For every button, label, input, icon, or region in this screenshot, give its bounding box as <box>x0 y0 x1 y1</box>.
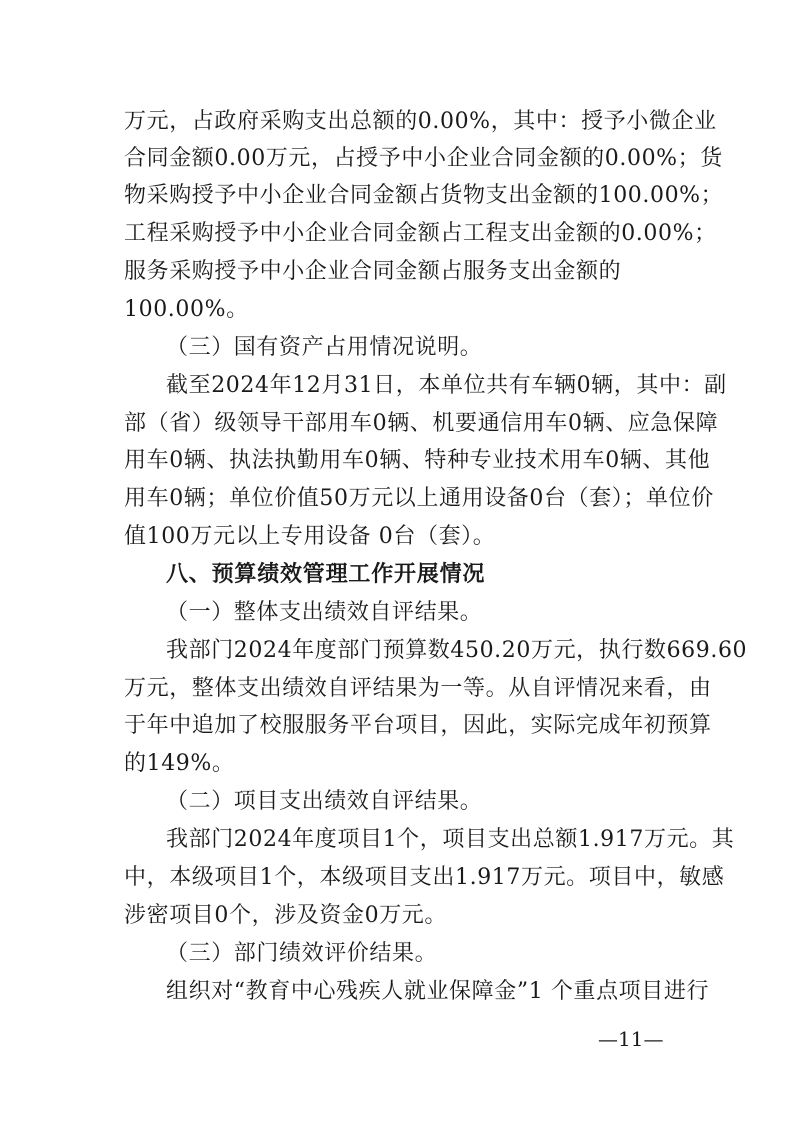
text-line: 服务采购授予中小企业合同金额占服务支出金额的 <box>124 259 622 284</box>
chapter-heading: 八、预算绩效管理工作开展情况 <box>166 562 486 587</box>
section-heading: （一）整体支出绩效自评结果。 <box>166 600 483 625</box>
text-line: 用车0辆、执法执勤用车0辆、特种专业技术用车0辆、其他 <box>124 448 711 473</box>
text-line: 物采购授予中小企业合同金额占货物支出金额的100.00%； <box>124 183 724 208</box>
page-number: —11— <box>598 1027 664 1051</box>
paragraph-start: 组织对“教育中心残疾人就业保障金”1 个重点项目进行 <box>166 979 710 1004</box>
text-line: 值100万元以上专用设备 0台（套）。 <box>124 524 496 549</box>
text-line: 部（省）级领导干部用车0辆、机要通信用车0辆、应急保障 <box>124 411 719 436</box>
text-line: 于年中追加了校服服务平台项目，因此，实际完成年初预算 <box>124 713 712 738</box>
text-line: 涉密项目0个，涉及资金0万元。 <box>124 903 447 928</box>
text-line: 工程采购授予中小企业合同金额占工程支出金额的0.00%； <box>124 221 717 246</box>
paragraph-start: 截至2024年12月31日，本单位共有车辆0辆，其中：副 <box>166 373 727 398</box>
text-line: 中，本级项目1个，本级项目支出1.917万元。项目中，敏感 <box>124 865 725 890</box>
text-line: 万元，整体支出绩效自评结果为一等。从自评情况来看，由 <box>124 676 712 701</box>
text-line: 的149%。 <box>124 751 235 776</box>
paragraph-start: 我部门2024年度部门预算数450.20万元，执行数669.60 <box>166 638 748 663</box>
section-heading: （三）国有资产占用情况说明。 <box>166 335 483 360</box>
text-line: 万元，占政府采购支出总额的0.00%，其中：授予小微企业 <box>124 109 717 134</box>
text-line: 用车0辆；单位价值50万元以上通用设备0台（套）；单位价 <box>124 486 714 511</box>
paragraph-start: 我部门2024年度项目1个，项目支出总额1.917万元。其 <box>166 827 735 852</box>
section-heading: （三）部门绩效评价结果。 <box>166 941 438 966</box>
section-heading: （二）项目支出绩效自评结果。 <box>166 789 483 814</box>
text-line: 合同金额0.00万元，占授予中小企业合同金额的0.00%；货 <box>124 146 723 171</box>
text-line: 100.00%。 <box>124 297 249 322</box>
